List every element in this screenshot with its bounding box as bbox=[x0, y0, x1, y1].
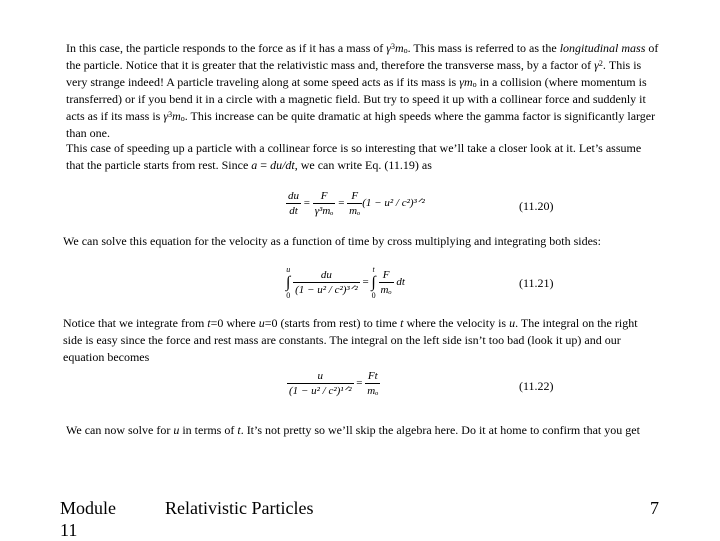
text-segment: in a collision (where momentum is bbox=[476, 75, 647, 89]
text-segment: transferred) or if you bend it in a circle with a magnetic field. But try to speed it up with a collinear force and suddenly it bbox=[66, 92, 646, 106]
text-segment: t bbox=[207, 316, 211, 330]
equation-number: (11.22) bbox=[519, 379, 554, 393]
fraction bbox=[365, 369, 380, 398]
text-segment: o bbox=[472, 80, 477, 89]
text-segment: o bbox=[180, 114, 185, 123]
numerator: Ft bbox=[365, 369, 380, 384]
text-segment: . It’s not pretty so we’ll skip the algebra here. Do it at home to confirm that you get bbox=[240, 423, 640, 437]
paragraph-line bbox=[63, 317, 638, 329]
text-segment: 3 bbox=[168, 110, 173, 119]
text-segment: . This is bbox=[602, 58, 642, 72]
text-segment: equation becomes bbox=[63, 350, 150, 364]
expression: dt bbox=[396, 276, 405, 289]
text-segment: 2 bbox=[598, 59, 603, 68]
page-number: 7 bbox=[650, 498, 659, 518]
text-segment: the particle. Notice that it is greater that the relativistic mass and, therefore the transverse mass, by a factor of bbox=[66, 58, 595, 72]
fraction bbox=[293, 268, 360, 297]
fraction bbox=[287, 369, 354, 398]
integral bbox=[286, 265, 290, 300]
module-label: Module bbox=[60, 498, 116, 518]
denominator: mₒ bbox=[380, 284, 392, 296]
denominator: dt bbox=[289, 205, 298, 217]
upper-limit: t bbox=[372, 265, 375, 274]
text-segment: γ bbox=[386, 41, 391, 55]
fraction bbox=[379, 268, 394, 297]
text-segment: . The integral on the right bbox=[515, 316, 638, 330]
text-segment: γ bbox=[163, 109, 169, 123]
equation-11-22: $\frac{u}{\text{(1 − u² / c²)¹ᐟ²}}$ = $\frac{Ft}{\text{mₒ}}$ bbox=[289, 370, 379, 397]
denominator: (1 − u² / c²)³ᐟ² bbox=[295, 284, 358, 296]
text-segment: t bbox=[400, 316, 404, 330]
text-segment: This case of speeding up a particle with a collinear force is so interesting that we’ll take a closer look at it. Let’s assume bbox=[66, 141, 642, 155]
text-segment: 3 bbox=[390, 42, 395, 51]
text-segment: t bbox=[237, 423, 241, 437]
text-segment: We can solve this equation for the velocity as a function of time by cross multiplying and integrating both sides: bbox=[63, 234, 601, 248]
paragraph-line bbox=[66, 142, 641, 154]
text-segment: Notice that we integrate from bbox=[63, 316, 208, 330]
text-segment: γ bbox=[594, 58, 599, 72]
text-segment: du/dt bbox=[270, 158, 295, 172]
fraction bbox=[313, 189, 336, 218]
text-segment: of bbox=[645, 41, 659, 55]
text-segment: In this case, the particle responds to the force as if it has a mass of bbox=[66, 41, 387, 55]
footer-module bbox=[60, 497, 116, 541]
paragraph-line bbox=[66, 424, 640, 436]
integral-sign: ∫ bbox=[286, 274, 291, 291]
fraction bbox=[347, 189, 362, 218]
text-segment: . This increase can be quite dramatic at high speeds where the gamma factor is significantly larger bbox=[184, 109, 656, 123]
text-segment: We can now solve for bbox=[66, 423, 174, 437]
equation-number: (11.20) bbox=[519, 199, 554, 213]
module-number: 11 bbox=[60, 520, 78, 540]
text-segment: acts as if its mass is bbox=[66, 109, 164, 123]
equation-number: (11.21) bbox=[519, 276, 554, 290]
numerator: u bbox=[287, 369, 354, 384]
text-segment: o bbox=[403, 46, 408, 55]
expression: (1 − u² / c²)³ᐟ² bbox=[362, 197, 425, 210]
text-segment: than one. bbox=[66, 126, 110, 140]
numerator: F bbox=[347, 189, 362, 204]
text-segment: that the particle starts from rest. Since bbox=[66, 158, 252, 172]
numerator: du bbox=[293, 268, 360, 283]
text-segment: γm bbox=[459, 75, 473, 89]
text-segment: . This mass is referred to as the bbox=[407, 41, 560, 55]
text-segment: where the velocity is bbox=[403, 316, 510, 330]
paragraph-line bbox=[63, 351, 149, 363]
text-segment: longitudinal mass bbox=[559, 41, 646, 55]
paragraph-line bbox=[63, 334, 621, 346]
paragraph-line bbox=[66, 93, 646, 105]
denominator: γ³mₒ bbox=[314, 205, 334, 217]
text-segment: u bbox=[173, 423, 180, 437]
integral-sign: ∫ bbox=[371, 274, 376, 291]
text-segment: m bbox=[172, 109, 181, 123]
numerator: du bbox=[288, 190, 299, 202]
denominator: mₒ bbox=[349, 205, 361, 217]
footer-title: Relativistic Particles bbox=[165, 498, 314, 518]
denominator: mₒ bbox=[367, 385, 379, 397]
equation-11-20: $\frac{du}{dt}$ = $\frac{F}{\text{γ³mₒ}}$ = $\frac{F}{\text{mₒ}}$ (1 − u² / c²)³ᐟ² bbox=[288, 190, 425, 217]
paragraph-line bbox=[66, 127, 110, 139]
paragraph-line bbox=[66, 42, 658, 55]
text-segment: a bbox=[251, 158, 258, 172]
paragraph-line bbox=[66, 110, 655, 123]
lower-limit: 0 bbox=[371, 291, 376, 300]
text-segment: very strange indeed! A particle traveling along at some speed acts as if its mass is bbox=[66, 75, 460, 89]
text-segment: =0 where bbox=[210, 316, 259, 330]
numerator: F bbox=[379, 268, 394, 283]
text-segment: in terms of bbox=[179, 423, 238, 437]
text-segment: u bbox=[509, 316, 516, 330]
paragraph-line bbox=[66, 76, 647, 89]
text-segment: side is easy since the force and rest mass are constants. The integral on the left side isn’t too bad (look it up) and our bbox=[63, 333, 621, 347]
numerator: F bbox=[313, 189, 336, 204]
fraction bbox=[286, 189, 301, 218]
text-segment: =0 (starts from rest) to time bbox=[264, 316, 401, 330]
paragraph-line bbox=[66, 159, 432, 171]
paragraph-line bbox=[66, 59, 641, 71]
integral bbox=[371, 265, 375, 300]
paragraph-line bbox=[63, 235, 601, 247]
lower-limit: 0 bbox=[286, 291, 291, 300]
text-segment: = bbox=[257, 158, 271, 172]
text-segment: m bbox=[394, 41, 404, 55]
upper-limit: u bbox=[286, 265, 291, 274]
equation-11-21: u ∫ 0 $\frac{du}{\text{(1 − u² / c²)³ᐟ²}}$ = t ∫ 0 $\frac{F}{\text{mₒ}}$ dt bbox=[286, 265, 405, 300]
denominator: (1 − u² / c²)¹ᐟ² bbox=[289, 385, 352, 397]
text-segment: u bbox=[258, 316, 265, 330]
text-segment: , we can write Eq. (11.19) as bbox=[294, 158, 432, 172]
